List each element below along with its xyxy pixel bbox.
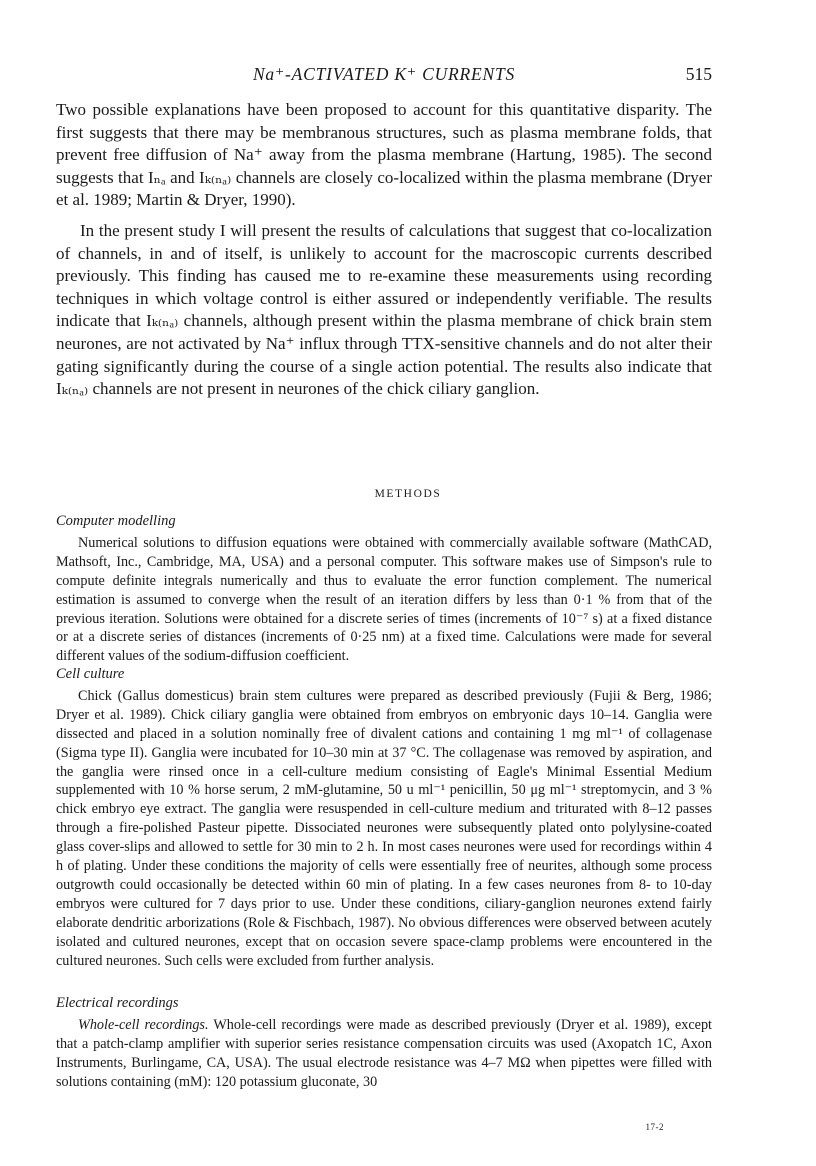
intro-paragraph-2: In the present study I will present the results of calculations that suggest that co-localization of channels, in and of itself, is unlikely to account for the macroscopic currents described previously. This finding has caused me to re-examine these measurements using recording techniques in which voltage control is either assured or independently verifiable. The results indicate that Iₖ₍ₙₐ₎ channels, although present within the plasma membrane of chick brain stem neurones, are not activated by Na⁺ influx through TTX-sensitive channels and do not alter their gating significantly during the course of a single action potential. The results also indicate that Iₖ₍ₙₐ₎ channels are not present in neurones of the chick ciliary ganglion.: [56, 220, 712, 399]
section-title-electrical-recordings: Electrical recordings: [56, 995, 179, 1011]
page-header: [56, 64, 712, 86]
methods-heading: METHODS: [374, 488, 442, 500]
intro-paragraph-1: Two possible explanations have been proposed to account for this quantitative disparity. The first suggests that there may be membranous structures, such as plasma membrane folds, that prevent free diffusion of Na⁺ away from the plasma membrane (Hartung, 1985). The second suggests that Iₙₐ and Iₖ₍ₙₐ₎ channels are closely co-localized within the plasma membrane (Dryer et al. 1989; Martin & Dryer, 1990).: [56, 100, 712, 210]
signature-mark: 17-2: [645, 1122, 664, 1132]
page-number: 515: [685, 64, 712, 84]
electrical-recordings-paragraph: [56, 1016, 712, 1092]
cell-culture-text: Chick (Gallus domesticus) brain stem cultures were prepared as described previously (Fujii & Berg, 1986; Dryer et al. 1989). Chick ciliary ganglia were obtained from embryos on embryonic days 10–14. Ganglia were dissected and placed in a solution nominally free of divalent cations and containing 1 mg ml⁻¹ of collagenase (Sigma type II). Ganglia were incubated for 10–30 min at 37 °C. The collagenase was removed by aspiration, and the ganglia were rinsed once in a cell-culture medium consisting of Eagle's Minimal Essential Medium supplemented with 10 % horse serum, 2 mM-glutamine, 50 u ml⁻¹ penicillin, 50 μg ml⁻¹ streptomycin, and 3 % chick embryo eye extract. The ganglia were resuspended in cell-culture medium and triturated with 8–12 passes through a fire-polished Pasteur pipette. Dissociated neurones were subsequently plated onto polylysine-coated glass cover-slips and allowed to settle for 30 min to 2 h. In most cases neurones were used for recordings within 4 h of plating. Under these conditions the majority of cells were essentially free of neurites, although some process outgrowth could occasionally be detected within 60 min of plating. In a few cases neurones from 8- to 10-day embryos were cultured for 7 days prior to use. Under these conditions, ciliary-ganglion neurones extend fairly elaborate dendritic arborizations (Role & Fischbach, 1987). No obvious differences were observed between acutely isolated and cultured neurones, except that on occasion severe space-clamp problems were encountered in the cultured neurones. Such cells were excluded from further analysis.: [56, 687, 712, 969]
section-title-computer-modelling: Computer modelling: [56, 513, 176, 529]
section-title-cell-culture: Cell culture: [56, 666, 125, 682]
whole-cell-lead: Whole-cell recordings.: [78, 1016, 209, 1033]
running-title: Na⁺-ACTIVATED K⁺ CURRENTS: [252, 64, 516, 84]
section-computer-modelling: [56, 512, 712, 666]
section-cell-culture: [56, 665, 712, 971]
computer-modelling-text: Numerical solutions to diffusion equations were obtained with commercially available software (MathCAD, Mathsoft, Inc., Cambridge, MA, USA) and a personal computer. This software makes use of Simpson's rule to compute definite integrals numerically and thus to evaluate the error function complement. The numerical estimation is assumed to converge when the result of an iteration differs by less than 0·1 % from that of the previous iteration. Solutions were obtained for a discrete series of times (increments of 10⁻⁷ s) at a fixed distance or at a discrete series of distances (increments of 0·25 nm) at a fixed time. Calculations were made for several different values of the sodium-diffusion coefficient.: [56, 534, 712, 665]
section-electrical-recordings: [56, 994, 712, 1092]
electrical-recordings-text: Whole-cell recordings were made as described previously (Dryer et al. 1989), except that a patch-clamp amplifier with superior series resistance compensation circuits was used (Axopatch 1C, Axon Instruments, Burlingame, CA, USA). The usual electrode resistance was 4–7 MΩ when pipettes were filled with solutions containing (mM): 120 potassium gluconate, 30: [56, 1016, 712, 1090]
intro-text: [56, 99, 712, 401]
